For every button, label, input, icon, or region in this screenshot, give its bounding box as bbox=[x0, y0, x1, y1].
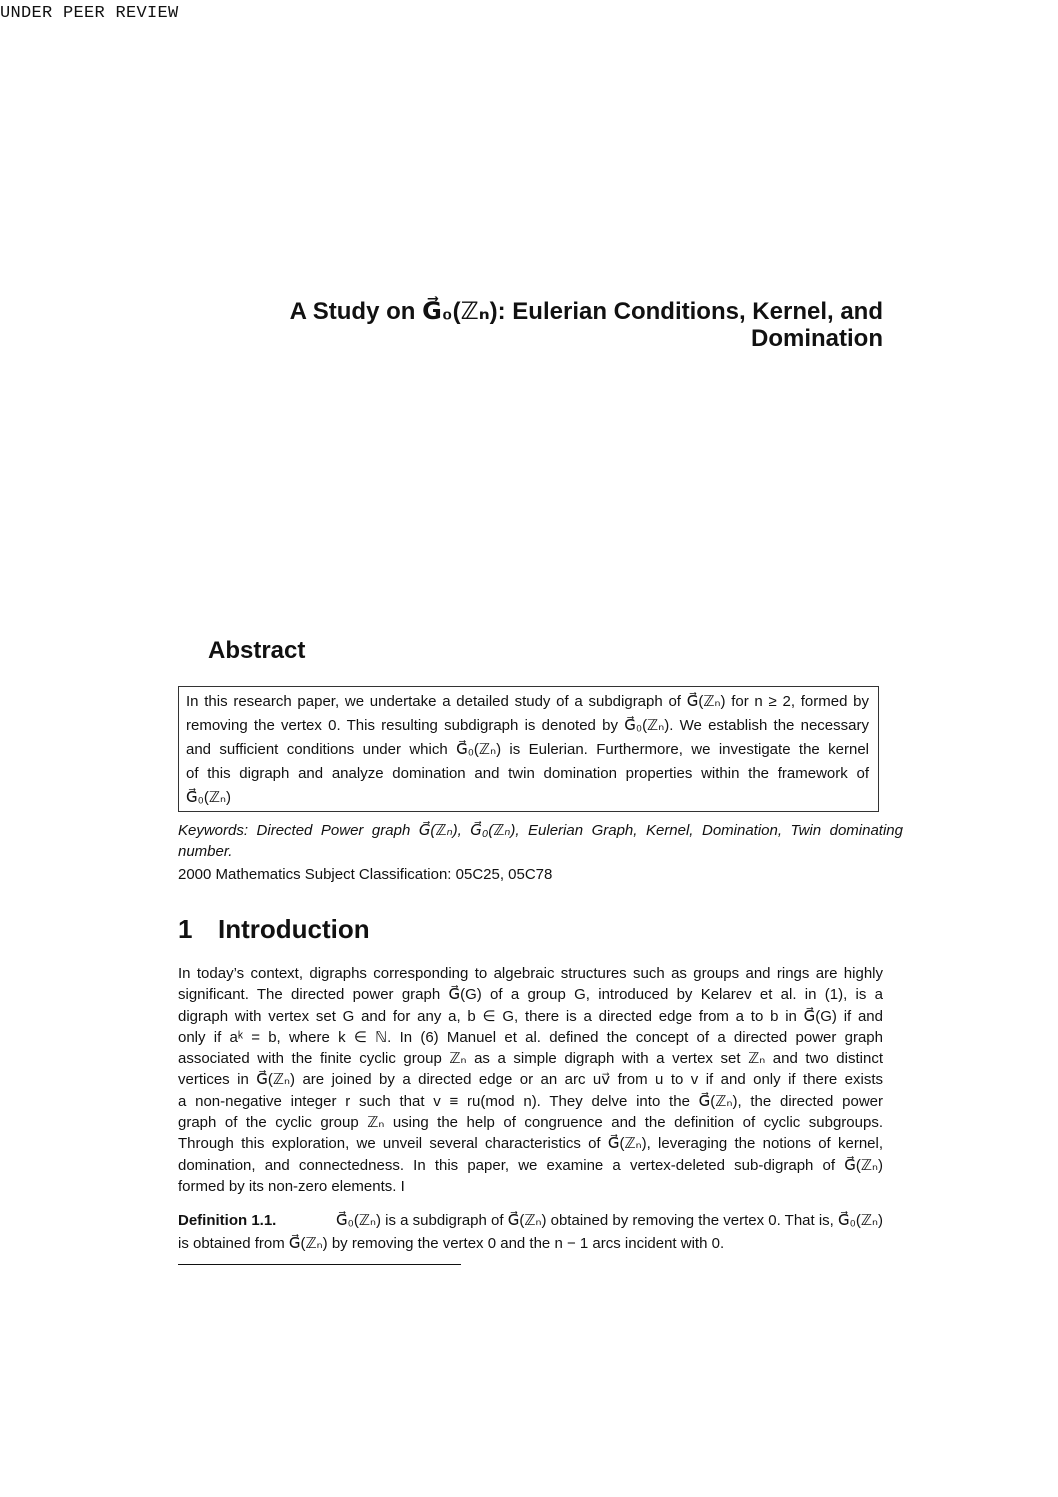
paper-title bbox=[290, 298, 883, 352]
definition-label: Definition 1.1. bbox=[178, 1212, 277, 1229]
abstract-line: of this digraph and analyze domination and twin domination properties within the framework of bbox=[186, 765, 869, 782]
title-line-2: Domination bbox=[751, 325, 883, 352]
subject-classification: 2000 Mathematics Subject Classification: 05C25, 05C78 bbox=[178, 866, 553, 883]
paragraph-line: vertices in G⃗(ℤₙ) are joined by a directed edge or an arc uv⃗ from u to v if and only if there exists bbox=[178, 1071, 883, 1089]
paragraph-line: digraph with vertex set G and for any a, b ∈ G, there is a directed edge from a to b in G⃗(G) if and bbox=[178, 1007, 883, 1025]
paragraph-line: a non-negative integer r such that v ≡ ru(mod n). They delve into the G⃗(ℤₙ), the directed power bbox=[178, 1092, 883, 1110]
keywords-line: Keywords: Directed Power graph G⃗(ℤₙ), G⃗₀(ℤₙ), Eulerian Graph, Kernel, Domination, Twin dominating bbox=[178, 822, 903, 839]
abstract-box bbox=[178, 686, 879, 812]
title-line-1: A Study on G⃗₀(ℤₙ): Eulerian Conditions, Kernel, and bbox=[289, 298, 883, 325]
paragraph-line: Through this exploration, we unveil several characteristics of G⃗(ℤₙ), leveraging the notions of kernel, bbox=[178, 1135, 883, 1153]
definition-line: is obtained from G⃗(ℤₙ) by removing the vertex 0 and the n − 1 arcs incident with 0. bbox=[178, 1235, 725, 1252]
peer-review-watermark: UNDER PEER REVIEW bbox=[0, 4, 179, 23]
abstract-line: In this research paper, we undertake a detailed study of a subdigraph of G⃗(ℤₙ) for n ≥ 2, formed by bbox=[186, 693, 869, 710]
paragraph-line: only if aᵏ = b, where k ∈ ℕ. In (6) Manuel et al. defined the concept of a directed power graph bbox=[178, 1028, 883, 1046]
paragraph-line: significant. The directed power graph G⃗(G) of a group G, introduced by Kelarev et al. in (1), is a bbox=[178, 986, 883, 1004]
introduction-paragraph bbox=[178, 963, 883, 1197]
footnote-rule bbox=[178, 1264, 461, 1265]
keywords-line: number. bbox=[178, 843, 233, 860]
paragraph-line: formed by its non-zero elements. I bbox=[178, 1177, 405, 1195]
definition-text: G⃗₀(ℤₙ) is a subdigraph of G⃗(ℤₙ) obtained by removing the vertex 0. That is, G⃗₀(ℤₙ) bbox=[335, 1212, 883, 1229]
paragraph-line: graph of the cyclic group ℤₙ using the help of congruence and the definition of cyclic subgroups. bbox=[178, 1114, 883, 1132]
abstract-line: G⃗₀(ℤₙ) bbox=[186, 789, 231, 806]
section-number: 1 bbox=[178, 914, 193, 944]
section-title: Introduction bbox=[218, 914, 370, 944]
paragraph-line: domination, and connectedness. In this paper, we examine a vertex-deleted sub-digraph of G⃗(ℤₙ) bbox=[178, 1156, 883, 1174]
paragraph-line: In today’s context, digraphs corresponding to algebraic structures such as groups and rings are highly bbox=[178, 965, 883, 982]
paragraph-line: associated with the finite cyclic group ℤₙ as a simple digraph with a vertex set ℤₙ and two distinct bbox=[178, 1050, 883, 1068]
section-heading-introduction bbox=[178, 914, 370, 945]
definition-line bbox=[178, 1209, 883, 1232]
definition-1-1 bbox=[178, 1209, 883, 1255]
abstract-line: and sufficient conditions under which G⃗₀(ℤₙ) is Eulerian. Furthermore, we investigate the kernel bbox=[186, 741, 869, 758]
keywords bbox=[178, 820, 903, 862]
abstract-line: removing the vertex 0. This resulting subdigraph is denoted by G⃗₀(ℤₙ). We establish the necessary bbox=[186, 717, 869, 734]
abstract-heading: Abstract bbox=[208, 637, 306, 664]
